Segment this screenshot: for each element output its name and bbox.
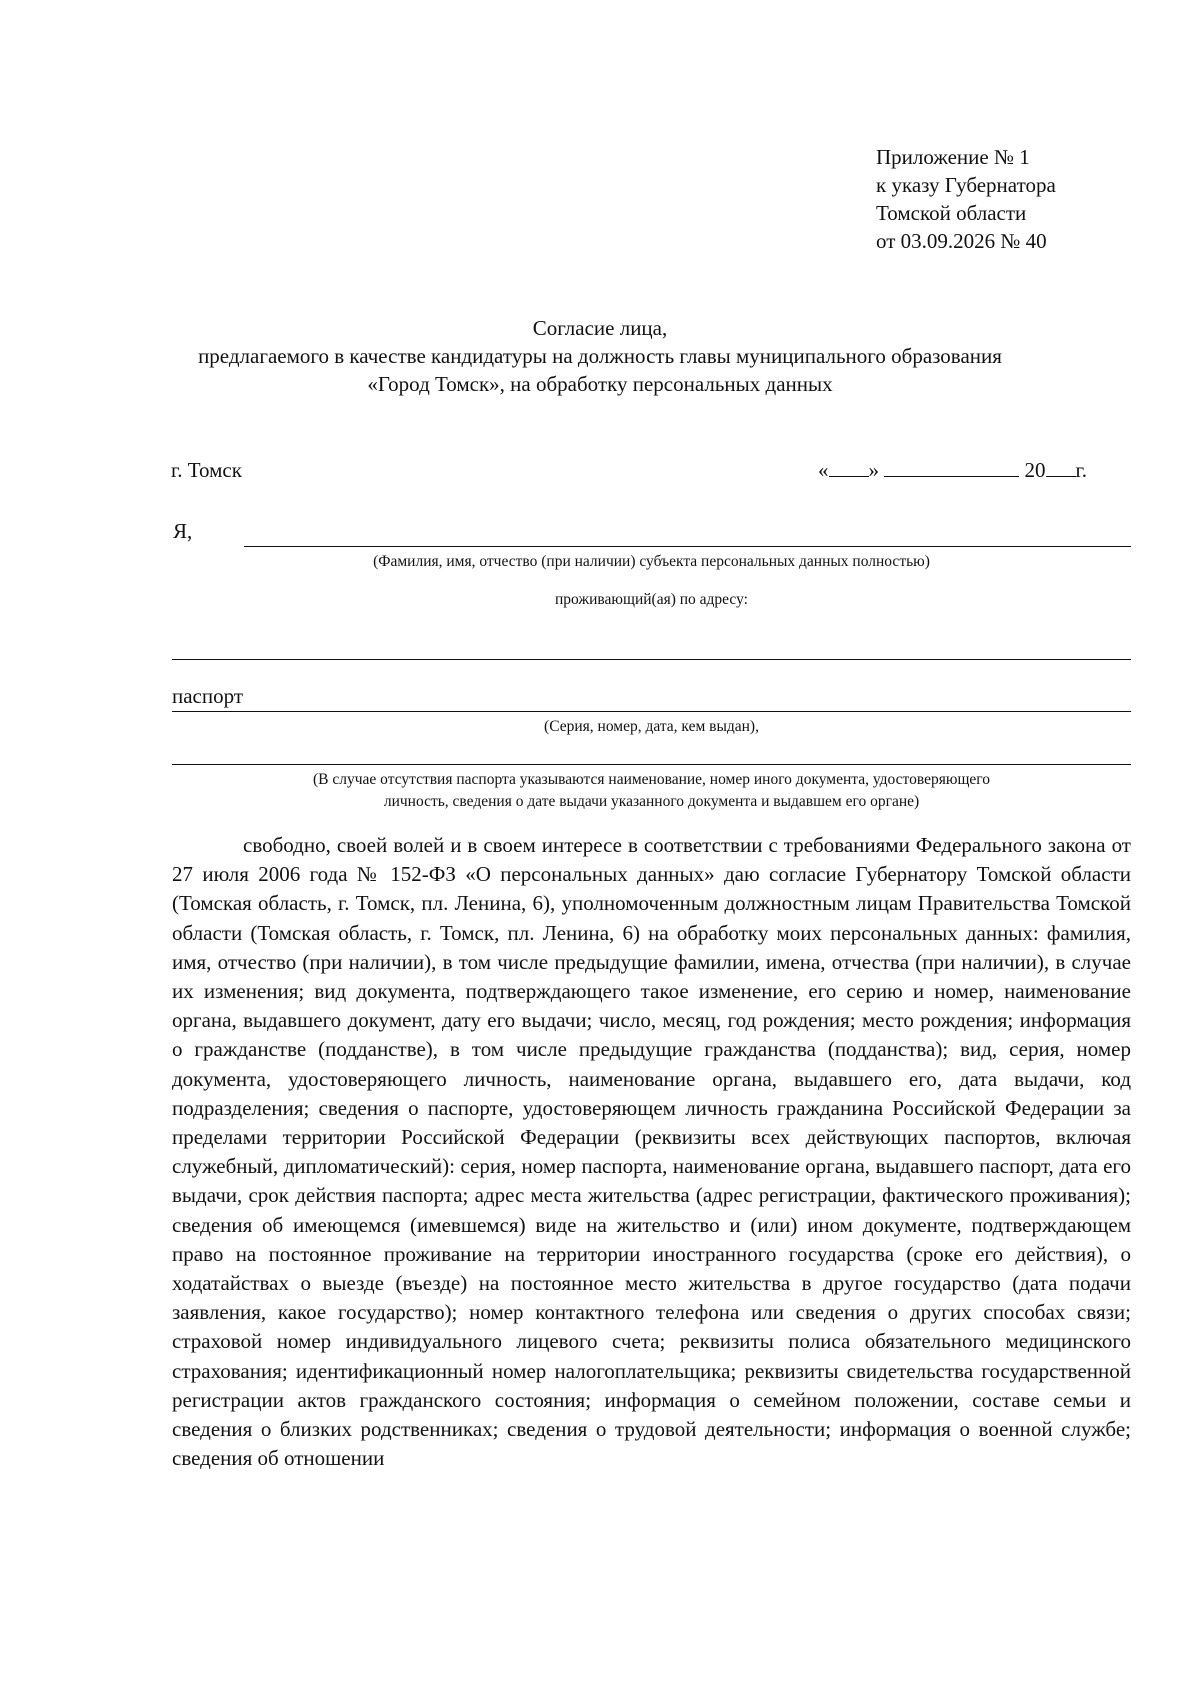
month-blank[interactable] bbox=[884, 458, 1019, 477]
title-line-1: Согласие лица, bbox=[532, 316, 668, 340]
title-line-3: «Город Томск», на обработку персональных данных bbox=[367, 372, 833, 396]
alt-document-underline[interactable] bbox=[172, 764, 1131, 765]
passport-underline[interactable] bbox=[172, 711, 1131, 712]
alt-document-caption-line-1: (В случае отсутствия паспорта указываются наименование, номер иного документа, удостоверяющего bbox=[313, 771, 990, 788]
alt-document-caption-line-2: личность, сведения о дате выдачи указанного документа и выдавшем его органе) bbox=[383, 793, 920, 810]
place-of-signing: г. Томск bbox=[171, 458, 242, 482]
appendix-line-1: Приложение № 1 bbox=[876, 145, 1030, 169]
address-label: проживающий(ая) по адресу: bbox=[555, 591, 748, 608]
name-caption: (Фамилия, имя, отчество (при наличии) субъекта персональных данных полностью) bbox=[373, 553, 930, 570]
day-blank[interactable] bbox=[829, 458, 869, 477]
passport-caption: (Серия, номер, дата, кем выдан), bbox=[544, 718, 759, 735]
year-prefix: 20 bbox=[1024, 458, 1046, 482]
ya-label: Я, bbox=[173, 519, 193, 543]
address-underline[interactable] bbox=[172, 659, 1131, 660]
name-underline[interactable] bbox=[244, 546, 1131, 547]
date-open-quote: « bbox=[818, 458, 829, 482]
title-line-2: предлагаемого в качестве кандидатуры на должность главы муниципального образования bbox=[198, 344, 1002, 368]
year-blank[interactable] bbox=[1046, 458, 1076, 477]
appendix-line-2: к указу Губернатора bbox=[876, 173, 1056, 197]
passport-label: паспорт bbox=[172, 684, 244, 708]
consent-body-text: свободно, своей волей и в своем интересе в соответствии с требованиями Федерального закона от 27 июля 2006 года № 152-ФЗ «О персональных данных» даю согласие Губернатору Томской области (Томская область, г. Томск, пл. Ленина, 6), уполномоченным должностным лицам Правительства Томской области (Томская область, г. Томск, пл. Ленина, 6) на обработку моих персональных данных: фамилия, имя, отчество (при наличии), в том числе предыдущие фамилии, имена, отчества (при наличии), в случае их изменения; вид документа, подтверждающего такое изменение, его серию и номер, наименование органа, выдавшего документ, дату его выдачи; число, месяц, год рождения; место рождения; информация о гражданстве (подданстве), в том числе предыдущие гражданства (подданства); вид, серия, номер документа, удостоверяющего личность, наименование органа, выдавшего его, дата выдачи, код подразделения; сведения о паспорте, удостоверяющем личность гражданина Российской Федерации за пределами территории Российской Федерации (реквизиты всех действующих паспортов, включая служебный, дипломатический): серия, номер паспорта, наименование органа, выдавшего паспорт, дата его выдачи, срок действия паспорта; адрес места жительства (адрес регистрации, фактического проживания); сведения об имеющемся (имевшемся) виде на жительство и (или) ином документе, подтверждающем право на постоянное проживание на территории иностранного государства (сроке его действия), о ходатайствах о выезде (въезде) на постоянное место жительства в другое государство (дата подачи заявления, какое государство); номер контактного телефона или сведения о других способах связи; страховой номер индивидуального лицевого счета; реквизиты полиса обязательного медицинского страхования; идентификационный номер налогоплательщика; реквизиты свидетельства государственной регистрации актов гражданского состояния; информация о семейном положении, составе семьи и сведения о близких родственниках; сведения о трудовой деятельности; информация о военной службе; сведения об отношении bbox=[172, 833, 1131, 1471]
appendix-header bbox=[876, 143, 1056, 255]
appendix-line-3: Томской области bbox=[876, 201, 1027, 225]
date-field bbox=[818, 456, 1087, 484]
date-close-quote: » bbox=[868, 458, 879, 482]
document-title bbox=[100, 314, 1100, 398]
appendix-line-4: от 03.09.2026 № 40 bbox=[876, 229, 1047, 253]
year-suffix: г. bbox=[1075, 458, 1087, 482]
